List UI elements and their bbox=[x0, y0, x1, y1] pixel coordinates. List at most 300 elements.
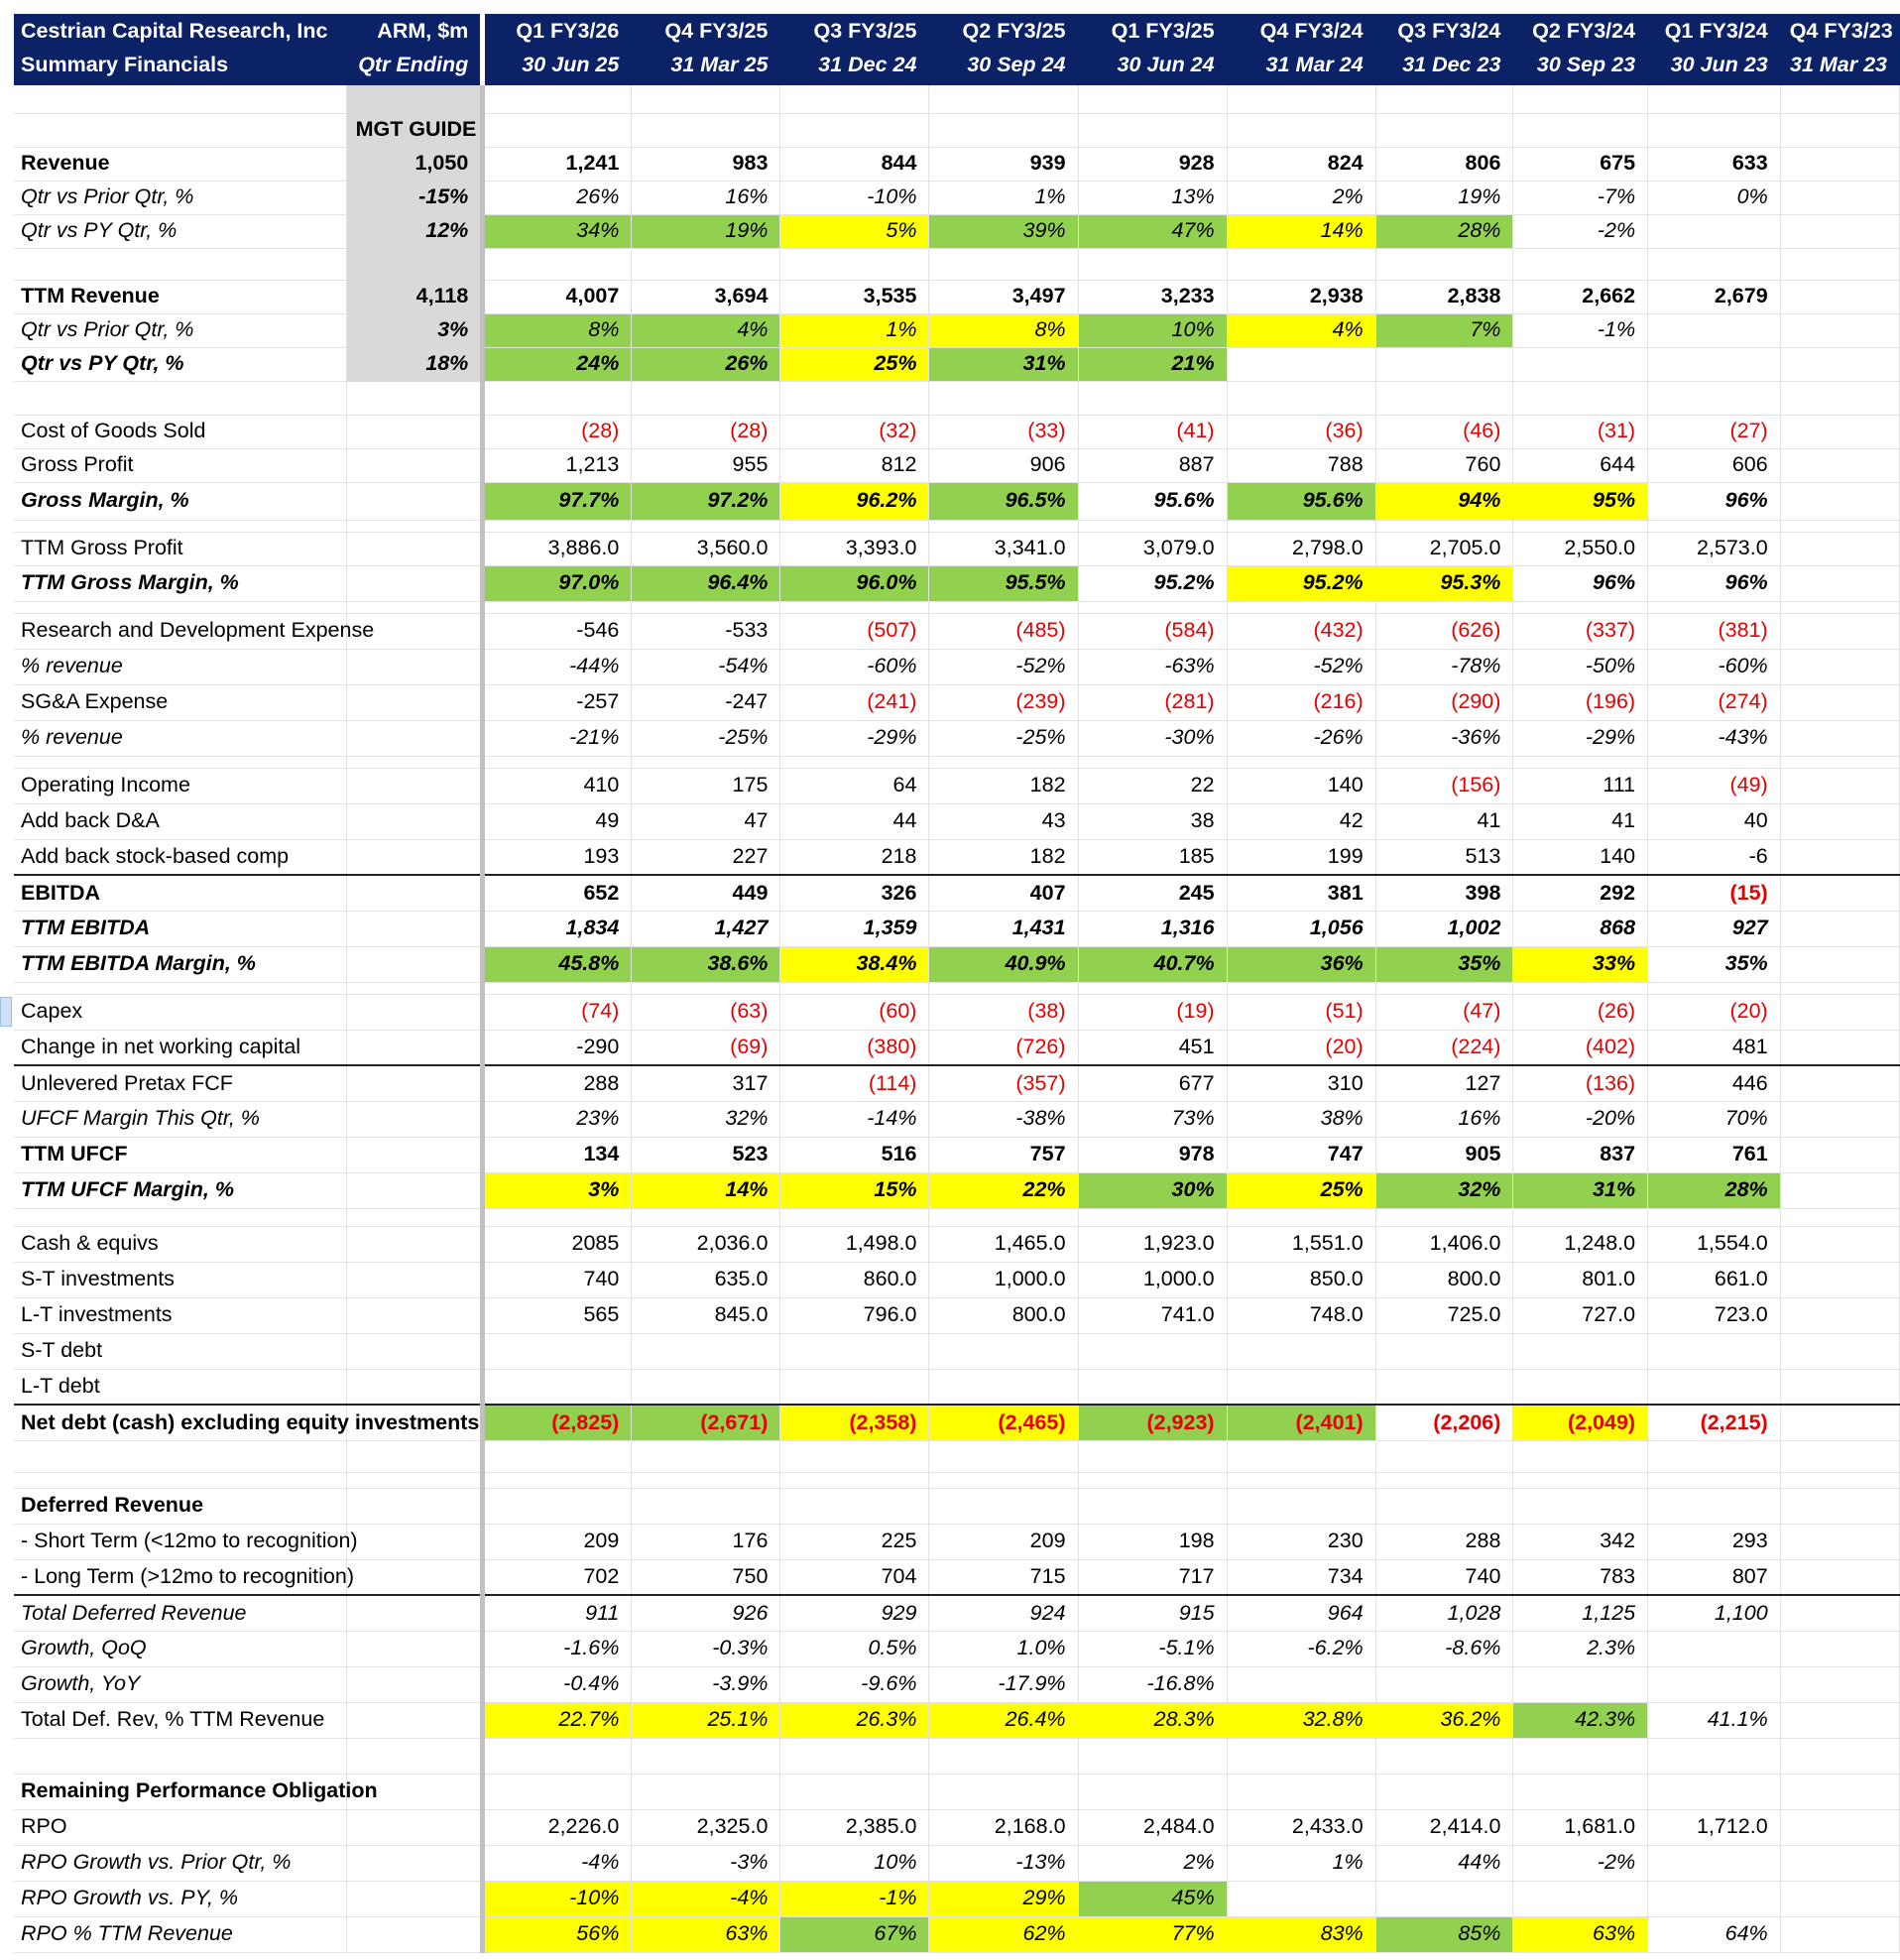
value-cell: 983 bbox=[632, 147, 780, 181]
company-name: Cestrian Capital Research, Inc bbox=[21, 19, 328, 44]
financial-row bbox=[14, 1595, 1900, 1631]
value-cell: 182 bbox=[929, 839, 1078, 875]
value-cell: 513 bbox=[1375, 839, 1513, 875]
quarter-label: Q1 FY3/26 bbox=[516, 19, 620, 44]
management-guide-cell bbox=[346, 1172, 483, 1208]
financial-row bbox=[14, 532, 1900, 565]
row-label: Add back D&A bbox=[14, 803, 346, 839]
value-cell: 2,433.0 bbox=[1227, 1809, 1375, 1845]
quarter-end-date: 30 Jun 25 bbox=[522, 53, 620, 77]
row-label: Add back stock-based comp bbox=[14, 839, 346, 875]
value-cell: -50% bbox=[1513, 649, 1648, 684]
value-cell: 2,414.0 bbox=[1375, 1809, 1513, 1845]
quarter-end-date: 30 Sep 24 bbox=[967, 53, 1066, 77]
value-cell: 633 bbox=[1648, 147, 1781, 181]
value-cell: 939 bbox=[929, 147, 1078, 181]
value-cell: 13% bbox=[1078, 181, 1227, 214]
empty-cell bbox=[632, 1208, 780, 1226]
value-cell: (26) bbox=[1513, 994, 1648, 1030]
empty-cell bbox=[483, 83, 632, 113]
empty-cell bbox=[483, 1738, 632, 1774]
empty-cell bbox=[14, 1472, 346, 1488]
value-cell: -533 bbox=[632, 613, 780, 649]
value-cell: 32.8% bbox=[1227, 1702, 1375, 1738]
empty-cell bbox=[346, 248, 483, 280]
value-cell: 3,694 bbox=[632, 280, 780, 313]
value-cell: 3,393.0 bbox=[780, 532, 929, 565]
value-cell: (63) bbox=[632, 994, 780, 1030]
value-cell: 806 bbox=[1375, 147, 1513, 181]
value-cell: 41 bbox=[1375, 803, 1513, 839]
value-cell: 1,028 bbox=[1375, 1595, 1513, 1631]
value-cell: -52% bbox=[1227, 649, 1375, 684]
empty-cell bbox=[1780, 1208, 1899, 1226]
value-cell bbox=[632, 1369, 780, 1405]
value-cell: 23% bbox=[483, 1101, 632, 1137]
value-cell: 95.3% bbox=[1375, 565, 1513, 601]
value-cell: 1,923.0 bbox=[1078, 1226, 1227, 1262]
value-cell: 38 bbox=[1078, 803, 1227, 839]
value-cell: 25% bbox=[1227, 1172, 1375, 1208]
value-cell: 748.0 bbox=[1227, 1297, 1375, 1333]
empty-cell bbox=[780, 1208, 929, 1226]
management-guide-cell bbox=[346, 1809, 483, 1845]
value-cell: (224) bbox=[1375, 1030, 1513, 1065]
row-label: Cost of Goods Sold bbox=[14, 415, 346, 448]
value-cell: 2,036.0 bbox=[632, 1226, 780, 1262]
financial-row bbox=[14, 1226, 1900, 1262]
empty-cell bbox=[1513, 982, 1648, 994]
financial-row bbox=[14, 946, 1900, 982]
management-guide-cell: 3% bbox=[346, 313, 483, 347]
value-cell: 0% bbox=[1648, 181, 1781, 214]
value-cell bbox=[632, 1488, 780, 1524]
empty-cell bbox=[1513, 1472, 1648, 1488]
empty-cell bbox=[1780, 248, 1899, 280]
empty-cell bbox=[1780, 347, 1899, 381]
empty-cell bbox=[1227, 248, 1375, 280]
value-cell: 96.2% bbox=[780, 482, 929, 520]
financial-row bbox=[14, 313, 1900, 347]
value-cell: 40.7% bbox=[1078, 946, 1227, 982]
empty-cell bbox=[346, 520, 483, 532]
value-cell: (74) bbox=[483, 994, 632, 1030]
row-label: UFCF Margin This Qtr, % bbox=[14, 1101, 346, 1137]
value-cell bbox=[929, 1488, 1078, 1524]
row-label: Deferred Revenue bbox=[14, 1488, 346, 1524]
value-cell: 3,341.0 bbox=[929, 532, 1078, 565]
value-cell bbox=[1648, 1631, 1781, 1666]
row-label: TTM UFCF bbox=[14, 1137, 346, 1172]
row-label: Gross Margin, % bbox=[14, 482, 346, 520]
empty-cell bbox=[346, 1208, 483, 1226]
value-cell: 293 bbox=[1648, 1524, 1781, 1559]
value-cell: 2.3% bbox=[1513, 1631, 1648, 1666]
value-cell bbox=[1513, 1488, 1648, 1524]
value-cell: -43% bbox=[1648, 720, 1781, 756]
value-cell bbox=[632, 1333, 780, 1369]
management-guide-cell bbox=[346, 1065, 483, 1101]
row-label: S-T debt bbox=[14, 1333, 346, 1369]
value-cell: 245 bbox=[1078, 875, 1227, 911]
value-cell bbox=[1648, 1774, 1781, 1809]
management-guide-cell bbox=[346, 1631, 483, 1666]
empty-cell bbox=[1780, 1702, 1899, 1738]
empty-cell bbox=[1780, 565, 1899, 601]
financial-row bbox=[14, 1916, 1900, 1952]
value-cell bbox=[1648, 1369, 1781, 1405]
empty-cell bbox=[780, 1738, 929, 1774]
empty-cell bbox=[780, 1440, 929, 1472]
empty-cell bbox=[346, 1738, 483, 1774]
empty-cell bbox=[780, 248, 929, 280]
value-cell: (357) bbox=[929, 1065, 1078, 1101]
empty-cell bbox=[1780, 1172, 1899, 1208]
value-cell bbox=[1513, 347, 1648, 381]
value-cell: 94% bbox=[1375, 482, 1513, 520]
value-cell: -1% bbox=[780, 1881, 929, 1916]
value-cell bbox=[483, 113, 632, 147]
value-cell: (2,215) bbox=[1648, 1405, 1781, 1440]
value-cell: (47) bbox=[1375, 994, 1513, 1030]
value-cell bbox=[1375, 1774, 1513, 1809]
value-cell bbox=[1648, 1845, 1781, 1881]
row-label: TTM EBITDA Margin, % bbox=[14, 946, 346, 982]
value-cell: 47% bbox=[1078, 214, 1227, 248]
empty-cell bbox=[483, 248, 632, 280]
header-quarter-cell bbox=[1375, 14, 1513, 83]
empty-cell bbox=[632, 982, 780, 994]
value-cell: 43 bbox=[929, 803, 1078, 839]
value-cell: 928 bbox=[1078, 147, 1227, 181]
value-cell: 824 bbox=[1227, 147, 1375, 181]
management-guide-cell bbox=[346, 1916, 483, 1952]
value-cell: 73% bbox=[1078, 1101, 1227, 1137]
value-cell: 26% bbox=[483, 181, 632, 214]
value-cell bbox=[1078, 113, 1227, 147]
row-label: TTM EBITDA bbox=[14, 911, 346, 946]
value-cell: 1,406.0 bbox=[1375, 1226, 1513, 1262]
financial-row bbox=[14, 875, 1900, 911]
value-cell: (60) bbox=[780, 994, 929, 1030]
value-cell: 449 bbox=[632, 875, 780, 911]
value-cell: 36.2% bbox=[1375, 1702, 1513, 1738]
empty-cell bbox=[1078, 1208, 1227, 1226]
value-cell: (2,358) bbox=[780, 1405, 929, 1440]
empty-cell bbox=[1227, 756, 1375, 768]
spacer-row bbox=[14, 381, 1900, 415]
empty-cell bbox=[1780, 982, 1899, 994]
value-cell bbox=[1078, 1774, 1227, 1809]
value-cell: 5% bbox=[780, 214, 929, 248]
value-cell: 860.0 bbox=[780, 1262, 929, 1297]
value-cell: -26% bbox=[1227, 720, 1375, 756]
empty-cell bbox=[346, 756, 483, 768]
value-cell: 288 bbox=[483, 1065, 632, 1101]
management-guide-cell bbox=[346, 1488, 483, 1524]
management-guide-cell bbox=[346, 720, 483, 756]
empty-cell bbox=[1375, 83, 1513, 113]
financial-row bbox=[14, 448, 1900, 482]
value-cell bbox=[1513, 1333, 1648, 1369]
empty-cell bbox=[1078, 248, 1227, 280]
quarter-end-date: 31 Dec 23 bbox=[1402, 53, 1501, 77]
value-cell: 704 bbox=[780, 1559, 929, 1595]
quarter-label: Q4 FY3/23 bbox=[1789, 19, 1893, 44]
value-cell: 7% bbox=[1375, 313, 1513, 347]
value-cell: -60% bbox=[1648, 649, 1781, 684]
value-cell bbox=[1227, 347, 1375, 381]
value-cell: (507) bbox=[780, 613, 929, 649]
empty-cell bbox=[780, 756, 929, 768]
value-cell: 45% bbox=[1078, 1881, 1227, 1916]
management-guide-cell bbox=[346, 1369, 483, 1405]
empty-cell bbox=[632, 83, 780, 113]
value-cell: -25% bbox=[929, 720, 1078, 756]
empty-cell bbox=[929, 982, 1078, 994]
value-cell: 28% bbox=[1375, 214, 1513, 248]
empty-cell bbox=[1780, 613, 1899, 649]
empty-cell bbox=[483, 982, 632, 994]
financial-row bbox=[14, 768, 1900, 803]
management-guide-cell bbox=[346, 911, 483, 946]
value-cell: 227 bbox=[632, 839, 780, 875]
empty-cell bbox=[1780, 1440, 1899, 1472]
empty-cell bbox=[1375, 1440, 1513, 1472]
empty-cell bbox=[929, 601, 1078, 613]
value-cell: 2,838 bbox=[1375, 280, 1513, 313]
management-guide-cell bbox=[346, 1845, 483, 1881]
value-cell: 175 bbox=[632, 768, 780, 803]
row-label: % revenue bbox=[14, 649, 346, 684]
row-label: EBITDA bbox=[14, 875, 346, 911]
empty-cell bbox=[1513, 83, 1648, 113]
empty-cell bbox=[1780, 720, 1899, 756]
value-cell: 2,168.0 bbox=[929, 1809, 1078, 1845]
value-cell: 915 bbox=[1078, 1595, 1227, 1631]
value-cell: 193 bbox=[483, 839, 632, 875]
value-cell: 523 bbox=[632, 1137, 780, 1172]
value-cell: -14% bbox=[780, 1101, 929, 1137]
value-cell bbox=[483, 1333, 632, 1369]
value-cell: (239) bbox=[929, 684, 1078, 720]
header-units-cell bbox=[346, 14, 483, 83]
value-cell: -247 bbox=[632, 684, 780, 720]
value-cell: 85% bbox=[1375, 1916, 1513, 1952]
value-cell: 96.0% bbox=[780, 565, 929, 601]
value-cell: 15% bbox=[780, 1172, 929, 1208]
value-cell: -6.2% bbox=[1227, 1631, 1375, 1666]
value-cell: -25% bbox=[632, 720, 780, 756]
units-label: ARM, $m bbox=[377, 19, 469, 44]
value-cell: 2,385.0 bbox=[780, 1809, 929, 1845]
financial-row bbox=[14, 911, 1900, 946]
financial-row bbox=[14, 1172, 1900, 1208]
value-cell: 342 bbox=[1513, 1524, 1648, 1559]
value-cell bbox=[1648, 1333, 1781, 1369]
value-cell: (136) bbox=[1513, 1065, 1648, 1101]
empty-cell bbox=[1780, 1030, 1899, 1065]
value-cell: 1,498.0 bbox=[780, 1226, 929, 1262]
value-cell bbox=[632, 113, 780, 147]
value-cell: 1,100 bbox=[1648, 1595, 1781, 1631]
empty-cell bbox=[1227, 381, 1375, 415]
value-cell: 41 bbox=[1513, 803, 1648, 839]
value-cell: 2,798.0 bbox=[1227, 532, 1375, 565]
value-cell: 1,125 bbox=[1513, 1595, 1648, 1631]
header-quarter-cell bbox=[1513, 14, 1648, 83]
value-cell: 32% bbox=[1375, 1172, 1513, 1208]
empty-cell bbox=[483, 1208, 632, 1226]
header-quarter-cell bbox=[1780, 14, 1899, 83]
value-cell: 1,241 bbox=[483, 147, 632, 181]
value-cell: 83% bbox=[1227, 1916, 1375, 1952]
value-cell: 218 bbox=[780, 839, 929, 875]
value-cell: (31) bbox=[1513, 415, 1648, 448]
row-label: Operating Income bbox=[14, 768, 346, 803]
value-cell bbox=[483, 1369, 632, 1405]
empty-cell bbox=[632, 756, 780, 768]
management-guide-cell bbox=[346, 1702, 483, 1738]
empty-cell bbox=[1375, 1738, 1513, 1774]
value-cell: 56% bbox=[483, 1916, 632, 1952]
value-cell: (281) bbox=[1078, 684, 1227, 720]
spacer-row bbox=[14, 1472, 1900, 1488]
value-cell bbox=[1648, 113, 1781, 147]
value-cell: 905 bbox=[1375, 1137, 1513, 1172]
value-cell: (15) bbox=[1648, 875, 1781, 911]
value-cell: 95% bbox=[1513, 482, 1648, 520]
empty-cell bbox=[1780, 911, 1899, 946]
financial-row bbox=[14, 1524, 1900, 1559]
financial-row bbox=[14, 1297, 1900, 1333]
value-cell bbox=[1227, 1333, 1375, 1369]
value-cell: -4% bbox=[483, 1845, 632, 1881]
value-cell: 16% bbox=[1375, 1101, 1513, 1137]
financial-row bbox=[14, 1101, 1900, 1137]
value-cell: 4% bbox=[1227, 313, 1375, 347]
management-guide-cell bbox=[346, 649, 483, 684]
value-cell: 796.0 bbox=[780, 1297, 929, 1333]
row-label: L-T debt bbox=[14, 1369, 346, 1405]
value-cell: (41) bbox=[1078, 415, 1227, 448]
empty-cell bbox=[1780, 181, 1899, 214]
header-quarter-cell bbox=[929, 14, 1078, 83]
row-label: Gross Profit bbox=[14, 448, 346, 482]
value-cell: (51) bbox=[1227, 994, 1375, 1030]
empty-cell bbox=[1078, 520, 1227, 532]
value-cell: 1,427 bbox=[632, 911, 780, 946]
empty-cell bbox=[929, 1208, 1078, 1226]
value-cell: 64% bbox=[1648, 1916, 1781, 1952]
empty-cell bbox=[929, 381, 1078, 415]
value-cell: 725.0 bbox=[1375, 1297, 1513, 1333]
financial-row bbox=[14, 1666, 1900, 1702]
value-cell: 41.1% bbox=[1648, 1702, 1781, 1738]
empty-cell bbox=[1227, 601, 1375, 613]
empty-cell bbox=[1780, 1369, 1899, 1405]
empty-cell bbox=[1780, 1595, 1899, 1631]
value-cell: 176 bbox=[632, 1524, 780, 1559]
empty-cell bbox=[632, 1440, 780, 1472]
value-cell: 1,834 bbox=[483, 911, 632, 946]
value-cell: 927 bbox=[1648, 911, 1781, 946]
value-cell bbox=[1078, 1333, 1227, 1369]
empty-cell bbox=[1780, 649, 1899, 684]
value-cell: -1% bbox=[1513, 313, 1648, 347]
value-cell: 1,213 bbox=[483, 448, 632, 482]
value-cell: 140 bbox=[1513, 839, 1648, 875]
value-cell: (485) bbox=[929, 613, 1078, 649]
quarter-label: Q4 FY3/24 bbox=[1259, 19, 1364, 44]
value-cell: 2,679 bbox=[1648, 280, 1781, 313]
value-cell bbox=[1648, 1881, 1781, 1916]
value-cell: 70% bbox=[1648, 1101, 1781, 1137]
row-label: L-T investments bbox=[14, 1297, 346, 1333]
value-cell: (19) bbox=[1078, 994, 1227, 1030]
value-cell: 800.0 bbox=[1375, 1262, 1513, 1297]
empty-cell bbox=[929, 83, 1078, 113]
value-cell: 516 bbox=[780, 1137, 929, 1172]
value-cell bbox=[483, 1774, 632, 1809]
value-cell: 3,535 bbox=[780, 280, 929, 313]
empty-cell bbox=[1227, 1440, 1375, 1472]
empty-cell bbox=[1780, 83, 1899, 113]
empty-cell bbox=[1780, 1774, 1899, 1809]
value-cell: (241) bbox=[780, 684, 929, 720]
financials-table bbox=[14, 14, 1900, 1953]
row-label: Remaining Performance Obligation bbox=[14, 1774, 346, 1809]
management-guide-cell bbox=[346, 684, 483, 720]
empty-cell bbox=[1078, 83, 1227, 113]
spacer-row bbox=[14, 520, 1900, 532]
empty-cell bbox=[1078, 381, 1227, 415]
value-cell: 929 bbox=[780, 1595, 929, 1631]
value-cell: 16% bbox=[632, 181, 780, 214]
value-cell: 96.4% bbox=[632, 565, 780, 601]
value-cell: 33% bbox=[1513, 946, 1648, 982]
row-label: Revenue bbox=[14, 147, 346, 181]
row-label: Total Def. Rev, % TTM Revenue bbox=[14, 1702, 346, 1738]
value-cell: 381 bbox=[1227, 875, 1375, 911]
value-cell: 96.5% bbox=[929, 482, 1078, 520]
spacer-row bbox=[14, 601, 1900, 613]
value-cell: -2% bbox=[1513, 1845, 1648, 1881]
row-label: RPO Growth vs. Prior Qtr, % bbox=[14, 1845, 346, 1881]
value-cell bbox=[1375, 1369, 1513, 1405]
value-cell: -0.3% bbox=[632, 1631, 780, 1666]
value-cell: 2,705.0 bbox=[1375, 532, 1513, 565]
row-selection-marker[interactable] bbox=[0, 997, 12, 1027]
value-cell: 25% bbox=[780, 347, 929, 381]
row-label: RPO bbox=[14, 1809, 346, 1845]
value-cell: 26% bbox=[632, 347, 780, 381]
value-cell: (36) bbox=[1227, 415, 1375, 448]
management-guide-cell bbox=[346, 1297, 483, 1333]
header-row bbox=[14, 14, 1900, 83]
value-cell: 39% bbox=[929, 214, 1078, 248]
management-guide-cell: 12% bbox=[346, 214, 483, 248]
empty-cell bbox=[929, 1472, 1078, 1488]
empty-cell bbox=[1780, 1137, 1899, 1172]
value-cell bbox=[780, 1774, 929, 1809]
financial-row bbox=[14, 803, 1900, 839]
value-cell: -10% bbox=[483, 1881, 632, 1916]
quarter-label: Q2 FY3/25 bbox=[962, 19, 1066, 44]
value-cell bbox=[483, 1488, 632, 1524]
financial-row bbox=[14, 1631, 1900, 1666]
value-cell: 565 bbox=[483, 1297, 632, 1333]
